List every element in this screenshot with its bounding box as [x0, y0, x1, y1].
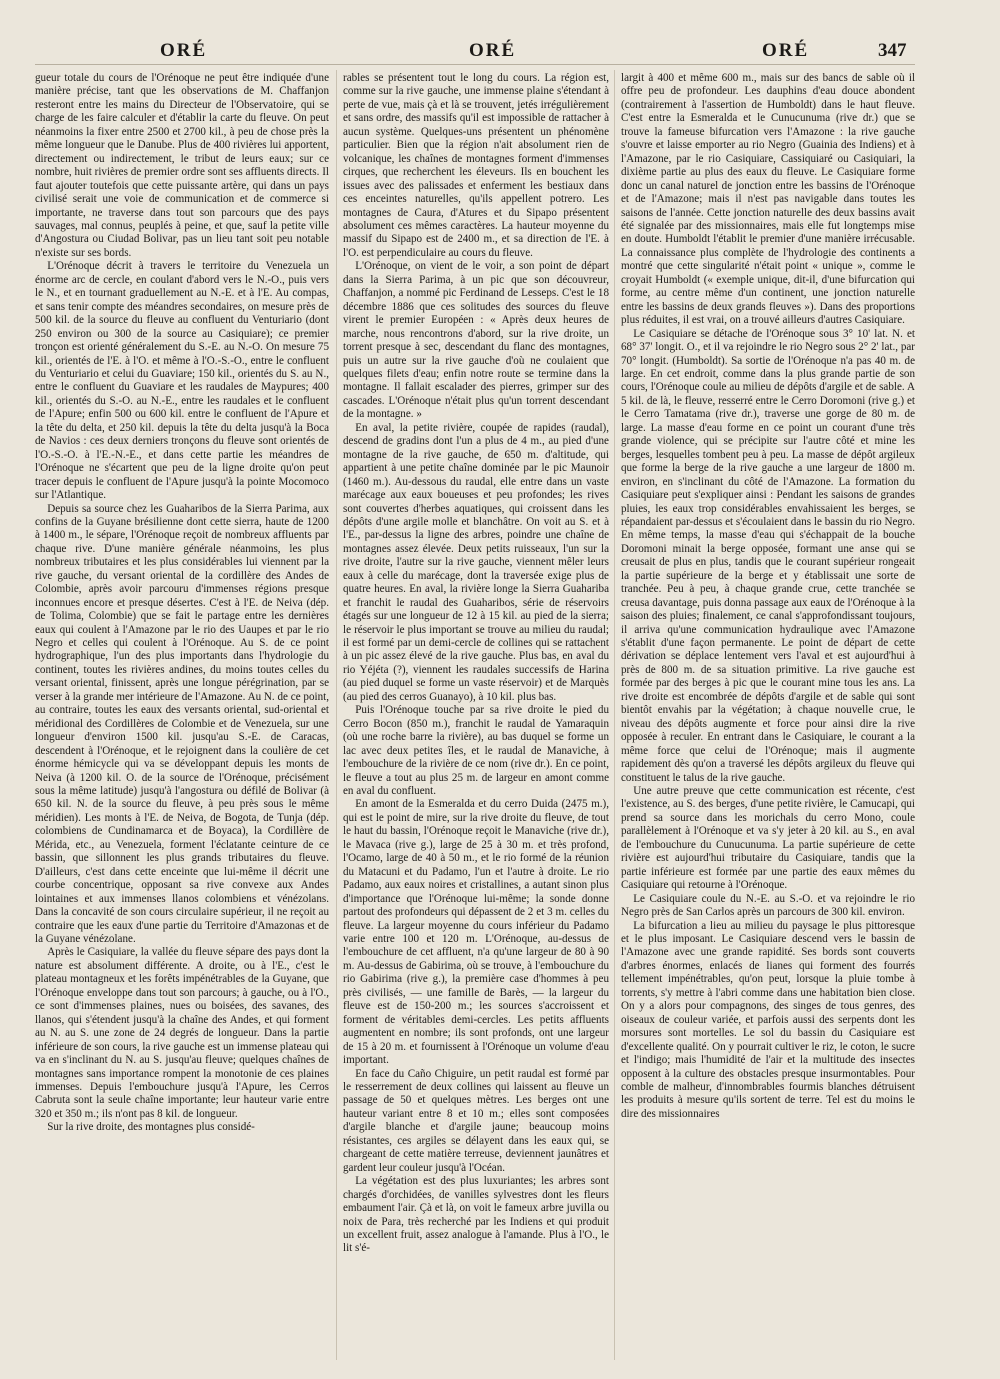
paragraph: rables se présentent tout le long du cours. La région est, comme sur la rive gauche, une immense plaine s'étendant à perte de vue, mais çà et là se trouvent, jetés irrégulièrement et sans ordre, des massifs qu'il est impossible de rattacher à aucun système. Quelques-uns présentent un phénomène particulier. Bien que la région n'ait absolument rien de volcanique, les chaînes de montagnes forment d'immenses cirques, que recherchent les éleveurs. Ils en bouchent les issues avec des palissades et enferment les bestiaux dans ces enceintes naturelles, qu'ils appellent potrero. Les montagnes de Caura, d'Atures et du Sipapo présentent absolument ces mêmes caractères. La hauteur moyenne du massif du Sipapo est de 2400 m., et sa direction de l'E. à l'O. est perpendiculaire au cours du fleuve.	[343, 72, 609, 259]
page-number: 347	[878, 40, 907, 61]
running-head-left: ORÉ	[160, 40, 208, 61]
paragraph: Puis l'Orénoque touche par sa rive droite le pied du Cerro Bocon (850 m.), franchit le raudal de Yamaraquin (où une roche barre la rivière), au bas duquel se forme un lac avec deux petites îles, et le raudal de Manaviche, à l'embouchure de la rivière de ce nom (rive dr.). En ce point, le fleuve a tout au plus 25 m. de largeur en amont comme en aval du confluent.	[343, 704, 609, 798]
text-column-3	[621, 72, 915, 1370]
text-column-1	[35, 72, 329, 1370]
paragraph: Sur la rive droite, des montagnes plus considé-	[47, 1121, 255, 1134]
text-column-2	[343, 72, 609, 1370]
paragraph: En face du Caño Chiguire, un petit raudal est formé par le resserrement de deux collines qui laissent au fleuve un passage de 50 et quelques mètres. Les berges ont une hauteur variant entre 8 et 10 m.; elles sont composées d'argile blanche et d'argile jaune; beaucoup moins résistantes, ces argiles se délayent dans les eaux qui, se chargeant de cette matière terreuse, deviennent jaunâtres et gardent leur couleur jusqu'à l'Océan.	[343, 1067, 609, 1174]
paragraph: largit à 400 et même 600 m., mais sur des bancs de sable où il offre peu de profondeur. Les dauphins d'eau douce abondent (contrairement à l'assertion de Humboldt) dans le haut fleuve. C'est entre la Esmeralda et le Cunucunuma (rive dr.) que se trouve la fameuse bifurcation vers l'Amazone : la rive gauche s'ouvre et laisse emporter au rio Negro (Guainia des Indiens) et à l'Amazone, par le rio Casiquiare, Cassiquiaré ou Casiquiari, la dixième partie au plus des eaux du fleuve. Le Casiquiare forme donc un canal naturel de jonction entre les bassins de l'Orénoque et de l'Amazone; mais il n'est pas navigable dans toutes les saisons de l'année. Cette jonction naturelle des deux bassins avait été signalée par des missionnaires, mais elle fut longtemps mise en doute. Humboldt l'établit le premier d'une manière irrécusable. La connaissance plus complète de l'hydrologie des continents a montré que cette singularité n'était point « unique », comme le croyait Humboldt (« exemple unique, dit-il, d'une bifurcation qui forme, au centre même d'un continent, une jonction naturelle entre les bassins de deux grands fleuves »). Dans des proportions plus réduites, il est vrai, on a trouvé ailleurs d'autres Casiquiare.	[621, 72, 915, 327]
paragraph: L'Orénoque décrit à travers le territoire du Venezuela un énorme arc de cercle, en coulant d'abord vers le N.-O., puis vers le N., et en tournant graduellement au N.-E. et à l'E. Au compas, et sans tenir compte des méandres secondaires, on mesure près de 500 kil. de la source du fleuve au confluent du Venturiario (dont 250 environ ou 300 de la source au Casiquiare); ce premier tronçon est orienté généralement du S.-E. au N.-O. On mesure 75 kil., orientés de l'E. à l'O. et même à l'O.-S.-O., entre le confluent du Venturiario et celui du Guaviare; 150 kil., orientés du S. au N., entre le confluent du Guaviare et les raudales de Maypures; 400 kil., orientés du S.-O. au N.-E., entre les raudales et le confluent de l'Apure; enfin 500 ou 600 kil. entre le confluent de l'Apure et la tête du delta, et 250 kil. depuis la tête du delta jusqu'à la Boca de Navios : ces deux derniers tronçons du fleuve sont orientés de l'O.-S.-O. à l'E.-N.-E., et dans cette partie les méandres de l'Orénoque ne s'écartent que peu de la ligne droite qu'on peut tracer depuis le confluent de l'Apure jusqu'à la pointe Mocomoco sur l'Atlantique.	[35, 260, 329, 502]
running-head-right: ORÉ	[762, 40, 810, 61]
running-head-center: ORÉ	[469, 40, 517, 61]
paragraph: En amont de la Esmeralda et du cerro Duida (2475 m.), qui est le point de mire, sur la rive droite du fleuve, de tout le haut du bassin, l'Orénoque reçoit le Manaviche (rive dr.), le Mavaca (rive g.), large de 25 à 30 m. et très profond, l'Ocamo, large de 40 à 50 m., et le rio formé de la réunion du Matacuni et du Padamo, l'un et l'autre à droite. Le rio Padamo, aux eaux noires et cristallines, a autant sinon plus d'importance que l'Orénoque lui-même; la sonde donne partout des profondeurs qui dépassent de 2 et 3 m. celles du fleuve. La largeur moyenne du cours inférieur du Padamo varie entre 100 et 120 m. L'Orénoque, au-dessus de l'embouchure de cet affluent, n'a qu'une largeur de 80 à 90 m. Au-dessus de Gabirima, où se trouve, à l'embouchure du rio Gabirima (rive g.), la première case d'hommes à peu près civilisés, — une famille de Barès, — la largeur du fleuve est de 150-200 m.; les sources s'accroissent et forment de véritables demi-cercles. Les petits affluents augmentent en nombre; ils sont profonds, ont une largeur de 15 à 20 m. et fournissent à l'Orénoque un volume d'eau important.	[343, 798, 609, 1067]
paragraph: Après le Casiquiare, la vallée du fleuve sépare des pays dont la nature est absolument différente. A droite, ou à l'E., c'est le plateau montagneux et les forêts impénétrables de la Guyane, que l'Orénoque enveloppe dans tout son parcours; à gauche, ou à l'O., ce sont d'immenses plaines, nues ou boisées, des savanes, des llanos, qui s'étendent jusqu'à la chaîne des Andes, et qui forment au N. au S. une zone de 24 degrés de longueur. Dans la partie inférieure de son cours, la rive gauche est un immense plateau qui va en s'inclinant du N. au S. jusqu'au fleuve; quelques chaînes de montagnes sans importance rompent la monotonie de ces plaines immenses. Depuis l'embouchure jusqu'à l'Apure, les Cerros Cabruta sont la seule chaîne importante; leur hauteur varie entre 320 et 350 m.; ils n'ont pas 8 kil. de longueur.	[35, 946, 329, 1120]
column-separator	[614, 70, 615, 1360]
paragraph: Une autre preuve que cette communication est récente, c'est l'existence, au S. des berges, d'une petite rivière, le Camucapi, qui prend sa source dans les morichals du cerro Mono, coule parallèlement à l'Orénoque et va s'y jeter à 20 kil. au S., en aval de l'embouchure du Cunucunuma. La partie supérieure de cette rivière est aujourd'hui tributaire du Casiquiare, tandis que la partie inférieure est formée par une partie des eaux mêmes du Casiquiare qui retourne à l'Orénoque.	[621, 785, 915, 892]
paragraph: Le Casiquiare se détache de l'Orénoque sous 3° 10' lat. N. et 68° 37' longit. O., et il va rejoindre le rio Negro sous 2° 2' lat., par 70° longit. (Humboldt). Sa sortie de l'Orénoque n'a pas 40 m. de large. En cet endroit, comme dans la plus grande partie de son cours, l'Orénoque coule au milieu de dépôts d'argile et de sable. A 5 kil. de là, le fleuve, resserré entre le Cerro Doromoni (rive g.) et le Cerro Tamatama (rive dr.), traverse une gorge de 80 m. de large. La masse d'eau forme en ce point un courant d'une très grande violence, qui se précipite sur l'autre côté et mine les berges, lesquelles tombent peu à peu. La masse de dépôt argileux que forme la berge de la rive gauche a une largeur de 1800 m. environ, en s'inclinant du côté de l'Amazone. La formation du Casiquiare peut s'expliquer ainsi : Pendant les saisons de grandes pluies, les eaux trop considérables envahissaient les berges, se répandaient par-dessus et s'écoulaient dans le bassin du rio Negro. En même temps, la masse d'eau qui s'échappait de la bouche Doromoni minait la berge opposée, formant une anse qui se creusait de plus en plus, tandis que le courant supérieur rongeait la partie supérieure de la berge et y établissait une sorte de tranchée. Peu à peu, à chaque grande crue, cette tranchée se creusa davantage, puis donna passage aux eaux de l'Orénoque à la saison des pluies; finalement, ce canal s'approfondissant toujours, il arriva qu'une communication hydraulique avec l'Amazone s'établit d'une façon permanente. Le point de départ de cette dérivation se déplace lentement vers l'aval et est aujourd'hui à près de 800 m. de sa situation primitive. La rive gauche est formée par des berges à pic que le courant mine tous les ans. La rive droite est encombrée de dépôts d'argile et de sable qui sont bientôt envahis par la végétation; à chaque nouvelle crue, le niveau des dépôts augmente et force pour ainsi dire la rive opposée à reculer. En entrant dans le Casiquiare, le courant a la même force que celui de l'Orénoque; mais il augmente rapidement dès qu'on a traversé les dépôts argileux du fleuve qui constituent le talus de la rive gauche.	[621, 327, 915, 784]
paragraph: L'Orénoque, on vient de le voir, a son point de départ dans la Sierra Parima, à un pic que son découvreur, Chaffanjon, a nommé pic Ferdinand de Lesseps. C'est le 18 décembre 1886 que ces solitudes des sources du fleuve virent le premier Européen : « Après deux heures de marche, nous rencontrons d'abord, sur la rive droite, un torrent presque à sec, descendant du flanc des montagnes, puis un autre sur la rive gauche d'où ne coulaient que quelques filets d'eau; enfin notre route se termine dans la montagne. Il fallait escalader des pierres, grimper sur des cascades. L'Orénoque n'était plus qu'un torrent descendant de la montagne. »	[343, 260, 609, 421]
paragraph: En aval, la petite rivière, coupée de rapides (raudal), descend de gradins dont l'un a plus de 4 m., au pied d'une montagne de la rive gauche, de 650 m. d'altitude, qui appartient à une petite chaîne dominée par le pic Maunoir (1460 m.). Au-dessous du raudal, elle entre dans un vaste marécage aux eaux boueuses et peu profondes; les rives sont couvertes d'herbes aquatiques, qui croissent dans les dépôts d'une argile molle et blanchâtre. On voit au S. et à l'E., par-dessus la ligne des arbres, poindre une chaîne de montagnes assez élevée. Deux petits ruisseaux, l'un sur la rive droite, l'autre sur la rive gauche, viennent mêler leurs eaux à celle du marécage, dont la traversée exige plus de quatre heures. En aval, la rivière longe la Sierra Guaharibа et franchit le raudal des Guaharibos, série de réservoirs étagés sur une longueur de 12 à 15 kil. au pied de la sierra; le réservoir le plus important se trouve au milieu du raudal; il est formé par un demi-cercle de collines qui se rattachent à un pic assez élevé de la rive gauche. Plus bas, en aval du rio Yéjéta (?), viennent les raudales successifs de Harina (au pied duquel se forme un vaste réservoir) et de Marquès (au pied des cerros Guanayo), à 10 kil. plus bas.	[343, 421, 609, 703]
paragraph: La bifurcation a lieu au milieu du paysage le plus pittoresque et le plus imposant. Le Casiquiare descend vers le bassin de l'Amazone avec une grande rapidité. Ses bords sont couverts d'arbres énormes, enlacés de lianes qui forment des fourrés tellement impénétrables, qu'on peut, lorsque la pluie tombe à torrents, s'y mettre à l'abri comme dans une habitation bien close. On y a alors pour compagnons, des singes de tous genres, des oiseaux de couleur variée, et parfois aussi des serpents dont les morsures sont mortelles. Le sol du bassin du Casiquiare est d'excellente qualité. On y pourrait cultiver le riz, le coton, le sucre et l'indigo; mais l'humidité de l'air et la multitude des insectes opposent à la culture des obstacles presque insurmontables. Pour comble de malheur, d'innombrables fourmis blanches détruisent les produits à mesure qu'ils sortent de terre. Tel est du moins le dire des missionnaires	[621, 919, 915, 1120]
paragraph: gueur totale du cours de l'Orénoque ne peut être indiquée d'une manière précise, tant que les observations de M. Chaffanjon resteront entre les mains du Directeur de l'Observatoire, qui se charge de les faire calculer et d'établir la carte du fleuve. On peut néanmoins la fixer entre 2500 et 2700 kil., à peu de chose près la même longueur que le Danube. Plus de 400 rivières lui apportent, directement ou indirectement, le tribut de leurs eaux; sur ce nombre, huit rivières de premier ordre sont ses affluents directs. Il faut ajouter toutefois que cette puissante artère, qui dans un pays civilisé serait une voie de communication et de commerce si importante, ne traverse dans tout son parcours que des pays sauvages, mal connus, peuplés à peine, et que, sauf la petite ville d'Angostura ou Ciudad Bolivar, pas un lieu tant soit peu notable n'existe sur ses bords.	[35, 72, 329, 259]
paragraph: Le Casiquiare coule du N.-E. au S.-O. et va rejoindre le rio Negro près de San Carlos après un parcours de 300 kil. environ.	[621, 892, 915, 919]
column-separator	[336, 70, 337, 1360]
header-rule	[35, 64, 915, 65]
paragraph: Depuis sa source chez les Guaharibos de la Sierra Parima, aux confins de la Guyane brésilienne dont cette sierra, haute de 1200 à 1400 m., le sépare, l'Orénoque reçoit de nombreux affluents par chaque rive. D'une manière générale néanmoins, les plus nombreux tributaires et les plus considérables lui viennent par la rive gauche, du versant oriental de la cordillère des Andes de Colombie, après avoir parcouru d'immenses régions presque inconnues encore et presque désertes. C'est à l'E. de Neiva (dép. de Tolima, Colombie) que se fait le partage entre les dernières eaux qui coulent à l'Amazone par le rio des Uaupes et par le rio Negro et celles qui coulent à l'Orénoque. Au S. de ce point hydrographique, l'un des plus importants dans l'hydrologie du continent, toutes les rivières andines, du moins toutes celles du versant oriental, finissent, après une longue pérégrination, par se verser à la grande mer intérieure de l'Amazone. Au N. de ce point, au contraire, toutes les eaux des versants oriental, sud-oriental et méridional des Cordillères de Colombie et de Venezuela, sur une longueur d'environ 1500 kil. jusqu'au S.-E. de Caracas, descendent à l'Orénoque, et le rejoignent dans la coulière de cet énorme hémicycle qui va se développant depuis les monts de Neiva (à 1200 kil. O. de la source de l'Orénoque, précisément sous la même latitude) jusqu'à l'angostura ou défilé de Bolivar (à 650 kil. N. de la source du fleuve, à peu près sous le même méridien). Les monts à l'E. de Neiva, de Bogota, de Tunja (dép. colombiens de Cundinamarca et de Boyaca), la Cordillère de Mérida, etc., au Venezuela, forment l'éclatante ceinture de ce bassin, que sillonnent les plus grands tributaires du fleuve. D'ailleurs, c'est dans cette enceinte que lui-même il décrit une courbe concentrique, opposant sa rive convexe aux Andes lointaines et aux immenses llanos colombiens et vénézolans. Dans la concavité de son cours circulaire supérieur, il ne reçoit au contraire que les eaux d'une partie du Territoire d'Amazonas et de la Guyane vénézolane.	[35, 502, 329, 945]
paragraph: La végétation est des plus luxuriantes; les arbres sont chargés d'orchidées, de vanilles sylvestres dont les fleurs embaument l'air. Çà et là, on voit le fameux arbre juvilla ou noix de Para, très recherché par les Indiens et qui produit un excellent fruit, assez analogue à l'amande. Plus à l'O., le lit s'é-	[343, 1175, 609, 1255]
